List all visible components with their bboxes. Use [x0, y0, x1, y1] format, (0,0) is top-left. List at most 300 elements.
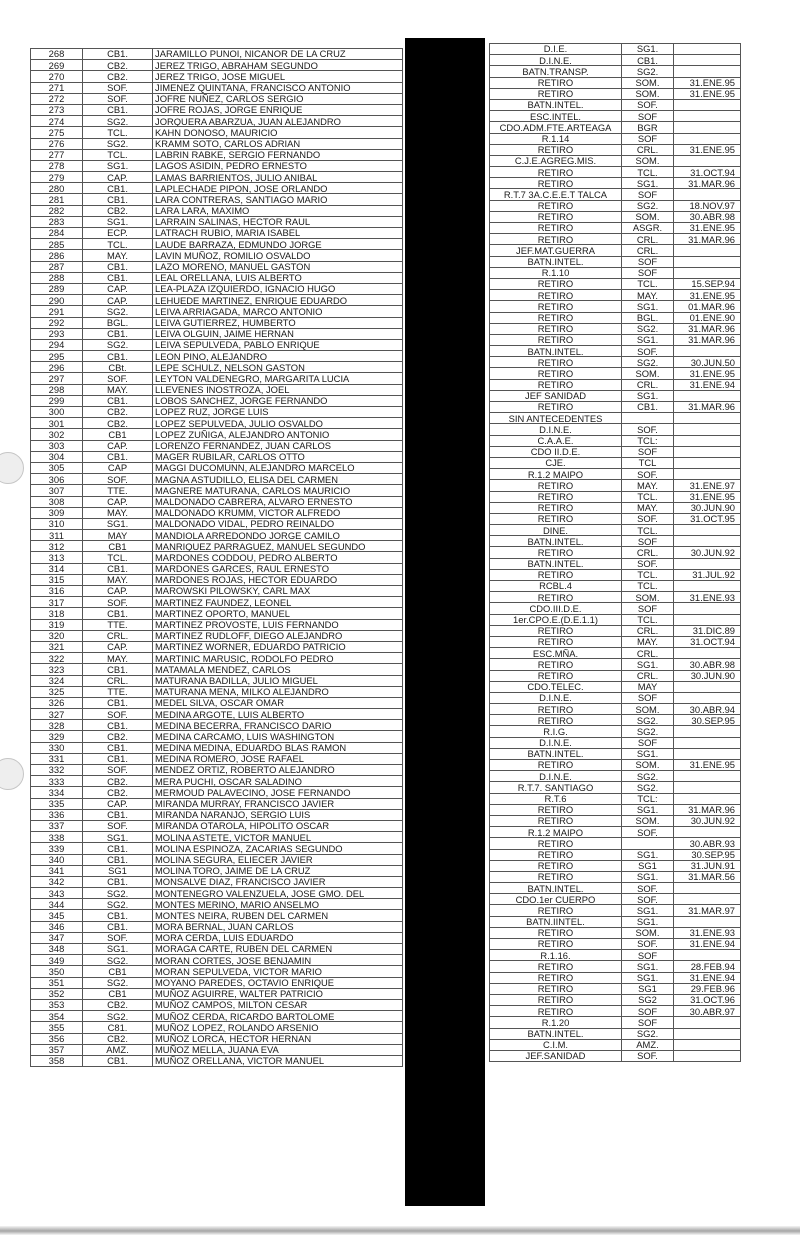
unit-cell: R.T.7. SANTIAGO [490, 782, 622, 793]
grade-cell: SOF. [622, 558, 674, 569]
table-row [490, 346, 741, 357]
row-number-cell: 287 [31, 261, 83, 272]
table-row [31, 250, 403, 261]
row-number-cell: 286 [31, 250, 83, 261]
date-cell [674, 536, 741, 547]
date-cell: 31.ENE.93 [674, 927, 741, 938]
name-cell: MONTES NEIRA, RUBEN DEL CARMEN [153, 910, 403, 921]
grade-cell: SG1. [622, 972, 674, 983]
unit-cell: D.I.N.E. [490, 771, 622, 782]
rank-cell: CB2. [83, 731, 153, 742]
table-row [31, 787, 403, 798]
table-row [490, 1039, 741, 1050]
name-cell: LEIVA GUTIERREZ, HUMBERTO [153, 317, 403, 328]
table-row [31, 641, 403, 652]
name-cell: LORENZO FERNANDEZ, JUAN CARLOS [153, 440, 403, 451]
date-cell: 31.ENE.95 [674, 88, 741, 99]
table-row [490, 748, 741, 759]
table-row [31, 351, 403, 362]
row-number-cell: 322 [31, 653, 83, 664]
unit-cell: RETIRO [490, 200, 622, 211]
table-row [490, 692, 741, 703]
grade-cell: SG2. [622, 1028, 674, 1039]
row-number-cell: 348 [31, 944, 83, 955]
name-cell: MOLINA ASTETE, VICTOR MANUEL [153, 832, 403, 843]
unit-cell: RETIRO [490, 972, 622, 983]
name-cell: MEDINA CARCAMO, LUIS WASHINGTON [153, 731, 403, 742]
grade-cell: TCL: [622, 435, 674, 446]
date-cell [674, 99, 741, 110]
unit-cell: RETIRO [490, 88, 622, 99]
grade-cell: TCL. [622, 525, 674, 536]
table-row [490, 737, 741, 748]
unit-cell: BATN.IINTEL. [490, 916, 622, 927]
rank-cell: SG2. [83, 1011, 153, 1022]
date-cell: 30.ABR.97 [674, 1006, 741, 1017]
table-row [490, 413, 741, 424]
table-row [490, 827, 741, 838]
date-cell: 18.NOV.97 [674, 200, 741, 211]
date-cell [674, 133, 741, 144]
date-cell [674, 558, 741, 569]
rank-cell: MAY [83, 530, 153, 541]
name-cell: MUÑOZ CERDA, RICARDO BARTOLOME [153, 1011, 403, 1022]
unit-cell: RETIRO [490, 379, 622, 390]
date-cell [674, 1028, 741, 1039]
table-row [490, 155, 741, 166]
row-number-cell: 320 [31, 630, 83, 641]
rank-cell: CB1. [83, 351, 153, 362]
date-cell: 29.FEB.96 [674, 983, 741, 994]
rank-cell: CB1. [83, 697, 153, 708]
table-row [490, 905, 741, 916]
rank-cell: SG2. [83, 977, 153, 988]
table-row [490, 144, 741, 155]
table-row [31, 899, 403, 910]
table-row [490, 66, 741, 77]
rank-cell: CB1. [83, 608, 153, 619]
date-cell [674, 692, 741, 703]
unit-cell: RETIRO [490, 636, 622, 647]
grade-cell: SOF. [622, 1050, 674, 1061]
date-cell [674, 267, 741, 278]
date-cell [674, 782, 741, 793]
unit-cell: R.1.10 [490, 267, 622, 278]
table-row [490, 525, 741, 536]
rank-cell: CB2. [83, 205, 153, 216]
row-number-cell: 292 [31, 317, 83, 328]
row-number-cell: 307 [31, 485, 83, 496]
name-cell: LARRAIN SALINAS, HECTOR RAUL [153, 216, 403, 227]
unit-cell: RETIRO [490, 569, 622, 580]
unit-cell: RETIRO [490, 368, 622, 379]
rank-cell: CB2. [83, 1033, 153, 1044]
redaction-bar [405, 38, 485, 1206]
table-row [31, 865, 403, 876]
grade-cell: BGR [622, 122, 674, 133]
table-row [31, 944, 403, 955]
name-cell: MUÑOZ LOPEZ, ROLANDO ARSENIO [153, 1022, 403, 1033]
unit-cell: C.A.A.E. [490, 435, 622, 446]
unit-cell: RETIRO [490, 625, 622, 636]
grade-cell: SOF. [622, 827, 674, 838]
table-row [490, 558, 741, 569]
row-number-cell: 301 [31, 418, 83, 429]
rank-cell: CAP. [83, 586, 153, 597]
table-row [31, 843, 403, 854]
row-number-cell: 357 [31, 1044, 83, 1055]
row-number-cell: 310 [31, 518, 83, 529]
table-row [490, 704, 741, 715]
table-row [31, 910, 403, 921]
rank-cell: CB2. [83, 60, 153, 71]
rank-cell: TTE. [83, 619, 153, 630]
unit-cell: RETIRO [490, 290, 622, 301]
unit-cell: ESC.INTEL. [490, 111, 622, 122]
unit-cell: BATN.INTEL. [490, 256, 622, 267]
table-row [490, 659, 741, 670]
grade-cell: SOM. [622, 77, 674, 88]
unit-cell: BATN.INTEL. [490, 558, 622, 569]
table-row [490, 636, 741, 647]
table-row [31, 172, 403, 183]
table-row [31, 82, 403, 93]
grade-cell: SG1. [622, 390, 674, 401]
grade-cell: SOF [622, 111, 674, 122]
table-row [31, 686, 403, 697]
row-number-cell: 332 [31, 765, 83, 776]
name-cell: MOYANO PAREDES, OCTAVIO ENRIQUE [153, 977, 403, 988]
table-row [31, 1022, 403, 1033]
rank-cell: CAP. [83, 496, 153, 507]
date-cell [674, 793, 741, 804]
table-row [490, 435, 741, 446]
name-cell: MEDINA ROMERO, JOSE RAFAEL [153, 753, 403, 764]
name-cell: MOLINA TORO, JAIME DE LA CRUZ [153, 865, 403, 876]
table-row [31, 876, 403, 887]
unit-cell: CDO.III.D.E. [490, 603, 622, 614]
row-number-cell: 358 [31, 1055, 83, 1066]
table-row [31, 295, 403, 306]
table-row [31, 462, 403, 473]
table-row [31, 1033, 403, 1044]
unit-cell: RETIRO [490, 502, 622, 513]
grade-cell: TCL. [622, 167, 674, 178]
unit-cell: RETIRO [490, 939, 622, 950]
rank-cell: SG2. [83, 339, 153, 350]
unit-cell: RETIRO [490, 178, 622, 189]
rank-cell: MAY. [83, 507, 153, 518]
date-cell [674, 256, 741, 267]
rank-cell: CB2. [83, 407, 153, 418]
row-number-cell: 318 [31, 608, 83, 619]
table-row [490, 939, 741, 950]
row-number-cell: 351 [31, 977, 83, 988]
unit-cell: RETIRO [490, 480, 622, 491]
grade-cell: CRL. [622, 670, 674, 681]
table-row [31, 71, 403, 82]
grade-cell: SG1 [622, 983, 674, 994]
row-number-cell: 278 [31, 160, 83, 171]
name-cell: LEIVA OLGUIN, JAIME HERNAN [153, 328, 403, 339]
table-row [31, 507, 403, 518]
table-row [490, 1017, 741, 1028]
name-cell: MARTINEZ WORNER, EDUARDO PATRICIO [153, 641, 403, 652]
table-row [31, 160, 403, 171]
rank-cell: SOF. [83, 82, 153, 93]
table-row [31, 966, 403, 977]
rank-cell: CB1. [83, 854, 153, 865]
row-number-cell: 324 [31, 675, 83, 686]
table-row [490, 547, 741, 558]
unit-cell: JEF.SANIDAD [490, 1050, 622, 1061]
date-cell [674, 346, 741, 357]
table-row [31, 384, 403, 395]
table-row [31, 809, 403, 820]
name-cell: LEON PINO, ALEJANDRO [153, 351, 403, 362]
rank-cell: CB1. [83, 921, 153, 932]
name-cell: MARTINEZ PROVOSTE, LUIS FERNANDO [153, 619, 403, 630]
rank-cell: SG2. [83, 138, 153, 149]
grade-cell: CRL. [622, 144, 674, 155]
row-number-cell: 281 [31, 194, 83, 205]
date-cell: 31.DIC.89 [674, 625, 741, 636]
table-row [490, 480, 741, 491]
table-row [490, 211, 741, 222]
unit-cell: R.T.7 3A.C.E.E.T TALCA [490, 189, 622, 200]
table-row [490, 267, 741, 278]
rank-cell: MAY. [83, 250, 153, 261]
table-row [490, 760, 741, 771]
unit-cell: RCBL.4 [490, 581, 622, 592]
name-cell: MANRIQUEZ PARRAGUEZ, MANUEL SEGUNDO [153, 541, 403, 552]
table-row [490, 815, 741, 826]
table-row [31, 854, 403, 865]
grade-cell: SG2. [622, 782, 674, 793]
row-number-cell: 334 [31, 787, 83, 798]
grade-cell: ASGR. [622, 223, 674, 234]
table-row [31, 1044, 403, 1055]
row-number-cell: 299 [31, 395, 83, 406]
table-row [31, 328, 403, 339]
unit-cell: 1er.CPO.E.(D.E.1.1) [490, 614, 622, 625]
rank-cell: CAP. [83, 172, 153, 183]
grade-cell: SOM. [622, 211, 674, 222]
unit-cell: BATN.INTEL. [490, 346, 622, 357]
name-cell: JARAMILLO PUNOI, NICANOR DE LA CRUZ [153, 49, 403, 60]
table-row [490, 99, 741, 110]
grade-cell: SOF [622, 603, 674, 614]
date-cell: 31.ENE.95 [674, 760, 741, 771]
unit-cell: D.I.E. [490, 44, 622, 55]
name-cell: KRAMM SOTO, CARLOS ADRIAN [153, 138, 403, 149]
table-row [490, 278, 741, 289]
date-cell [674, 614, 741, 625]
name-cell: LAGOS ASIDIN, PEDRO ERNESTO [153, 160, 403, 171]
grade-cell: SOF [622, 1006, 674, 1017]
table-row [31, 261, 403, 272]
name-cell: LABRIN RABKE, SERGIO FERNANDO [153, 149, 403, 160]
unit-cell: RETIRO [490, 838, 622, 849]
grade-cell: MAY. [622, 480, 674, 491]
date-cell: 31.ENE.95 [674, 491, 741, 502]
table-row [31, 820, 403, 831]
row-number-cell: 293 [31, 328, 83, 339]
unit-cell: RETIRO [490, 871, 622, 882]
date-cell [674, 66, 741, 77]
table-row [31, 753, 403, 764]
rank-cell: SG1. [83, 216, 153, 227]
row-number-cell: 337 [31, 820, 83, 831]
date-cell [674, 424, 741, 435]
rank-cell: CB1. [83, 328, 153, 339]
name-cell: LEPE SCHULZ, NELSON GASTON [153, 362, 403, 373]
row-number-cell: 331 [31, 753, 83, 764]
unit-cell: RETIRO [490, 211, 622, 222]
unit-cell: RETIRO [490, 760, 622, 771]
name-cell: LOPEZ SEPULVEDA, JULIO OSVALDO [153, 418, 403, 429]
unit-cell: RETIRO [490, 234, 622, 245]
unit-cell: RETIRO [490, 670, 622, 681]
unit-cell: SIN ANTECEDENTES [490, 413, 622, 424]
row-number-cell: 329 [31, 731, 83, 742]
date-cell [674, 648, 741, 659]
date-cell: 31.OCT.95 [674, 513, 741, 524]
date-cell: 30.ABR.98 [674, 659, 741, 670]
grade-cell: SOM. [622, 760, 674, 771]
rank-cell: BGL. [83, 317, 153, 328]
rank-cell: CB1. [83, 261, 153, 272]
rank-cell: SOF. [83, 597, 153, 608]
grade-cell: SG2. [622, 726, 674, 737]
grade-cell: SOM. [622, 592, 674, 603]
unit-cell: R.1.2 MAIPO [490, 469, 622, 480]
grade-cell: MAY. [622, 290, 674, 301]
rank-cell: CAP. [83, 798, 153, 809]
row-number-cell: 340 [31, 854, 83, 865]
date-cell: 31.MAR.96 [674, 804, 741, 815]
table-row [490, 513, 741, 524]
date-cell [674, 771, 741, 782]
row-number-cell: 354 [31, 1011, 83, 1022]
table-row [31, 228, 403, 239]
date-cell [674, 916, 741, 927]
unit-cell: JEF.MAT.GUERRA [490, 245, 622, 256]
table-row [490, 916, 741, 927]
row-number-cell: 306 [31, 474, 83, 485]
rank-cell: CB1 [83, 988, 153, 999]
table-row [490, 133, 741, 144]
table-row [31, 1055, 403, 1066]
rank-cell: SOF. [83, 765, 153, 776]
date-cell: 30.JUN.90 [674, 670, 741, 681]
table-row [490, 950, 741, 961]
date-cell: 31.MAR.96 [674, 402, 741, 413]
name-cell: MALDONADO VIDAL, PEDRO REINALDO [153, 518, 403, 529]
name-cell: MORAGA CARTE, RUBEN DEL CARMEN [153, 944, 403, 955]
grade-cell: TCL. [622, 581, 674, 592]
row-number-cell: 294 [31, 339, 83, 350]
name-cell: LEYTON VALDENEGRO, MARGARITA LUCIA [153, 373, 403, 384]
table-row [490, 983, 741, 994]
rank-cell: CB1. [83, 876, 153, 887]
rank-cell: CB1. [83, 104, 153, 115]
table-row [31, 597, 403, 608]
table-row [31, 832, 403, 843]
name-cell: MAGGI DUCOMUNN, ALEJANDRO MARCELO [153, 462, 403, 473]
name-cell: MATURANA BADILLA, JULIO MIGUEL [153, 675, 403, 686]
row-number-cell: 342 [31, 876, 83, 887]
table-row [490, 379, 741, 390]
unit-cell: RETIRO [490, 994, 622, 1005]
row-number-cell: 336 [31, 809, 83, 820]
grade-cell: SG2. [622, 357, 674, 368]
date-cell [674, 1039, 741, 1050]
grade-cell: CRL. [622, 547, 674, 558]
row-number-cell: 335 [31, 798, 83, 809]
name-cell: MARTINEZ FAUNDEZ, LEONEL [153, 597, 403, 608]
table-row [31, 138, 403, 149]
rank-cell: MAY. [83, 384, 153, 395]
name-cell: MEDINA ARGOTE, LUIS ALBERTO [153, 709, 403, 720]
unit-cell: R.1.16. [490, 950, 622, 961]
table-row [31, 977, 403, 988]
rank-cell: AMZ. [83, 1044, 153, 1055]
date-cell: 31.JUN.91 [674, 860, 741, 871]
unit-cell: RETIRO [490, 592, 622, 603]
rank-cell: SG1. [83, 160, 153, 171]
table-row [31, 664, 403, 675]
date-cell [674, 525, 741, 536]
table-row [490, 603, 741, 614]
date-cell [674, 390, 741, 401]
date-cell: 30.SEP.95 [674, 715, 741, 726]
grade-cell: SG1. [622, 334, 674, 345]
name-cell: LOPEZ ZUÑIGA, ALEJANDRO ANTONIO [153, 429, 403, 440]
date-cell: 31.ENE.94 [674, 972, 741, 983]
name-cell: LEHUEDE MARTINEZ, ENRIQUE EDUARDO [153, 295, 403, 306]
rank-cell: CB2. [83, 999, 153, 1010]
unit-cell: BATN.INTEL. [490, 1028, 622, 1039]
table-row [490, 357, 741, 368]
name-cell: MONTENEGRO VALENZUELA, JOSE GMO. DEL [153, 888, 403, 899]
name-cell: MATURANA MENA, MILKO ALEJANDRO [153, 686, 403, 697]
table-row [490, 390, 741, 401]
grade-cell: TCL. [622, 278, 674, 289]
date-cell: 01.ENE.90 [674, 312, 741, 323]
name-cell: MARDONES GARCES, RAUL ERNESTO [153, 563, 403, 574]
rank-cell: CB1. [83, 809, 153, 820]
row-number-cell: 319 [31, 619, 83, 630]
unit-cell: RETIRO [490, 357, 622, 368]
table-row [31, 127, 403, 138]
name-cell: JIMENEZ QUINTANA, FRANCISCO ANTONIO [153, 82, 403, 93]
table-row [490, 726, 741, 737]
unit-cell: D.I.N.E. [490, 692, 622, 703]
table-row [490, 782, 741, 793]
grade-cell: SOF. [622, 346, 674, 357]
grade-cell: SG1 [622, 860, 674, 871]
row-number-cell: 269 [31, 60, 83, 71]
personnel-table-right [489, 43, 741, 1062]
row-number-cell: 275 [31, 127, 83, 138]
table-row [490, 323, 741, 334]
table-row [31, 776, 403, 787]
grade-cell: BGL. [622, 312, 674, 323]
row-number-cell: 325 [31, 686, 83, 697]
unit-cell: D.I.N.E. [490, 737, 622, 748]
table-row [490, 301, 741, 312]
